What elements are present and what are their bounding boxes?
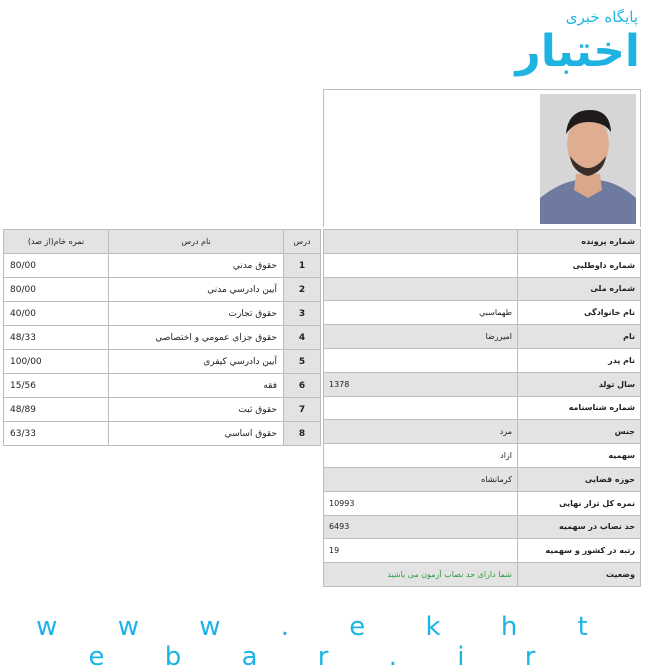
info-row bbox=[324, 230, 641, 254]
course-name: حقوق مدني bbox=[109, 254, 284, 278]
candidate-info-table bbox=[323, 229, 641, 587]
info-label: نام پدر bbox=[518, 348, 641, 372]
info-label: حد نصاب در سهمیه bbox=[518, 515, 641, 539]
course-name: فقه bbox=[109, 374, 284, 398]
course-row bbox=[4, 302, 321, 326]
info-label: شماره ملی bbox=[518, 277, 641, 301]
info-row bbox=[324, 444, 641, 468]
info-value bbox=[324, 253, 518, 277]
course-name: آيين دادرسي مدني bbox=[109, 278, 284, 302]
info-value: مرد bbox=[324, 420, 518, 444]
logo-title: اختبار bbox=[515, 26, 640, 77]
course-name: حقوق اساسي bbox=[109, 422, 284, 446]
course-header-row bbox=[4, 230, 321, 254]
info-label: نام bbox=[518, 325, 641, 349]
info-label: شماره پرونده bbox=[518, 230, 641, 254]
info-value bbox=[324, 348, 518, 372]
course-row bbox=[4, 422, 321, 446]
info-row bbox=[324, 396, 641, 420]
info-row bbox=[324, 515, 641, 539]
info-row bbox=[324, 253, 641, 277]
info-label: رتبه در کشور و سهمیه bbox=[518, 539, 641, 563]
info-row bbox=[324, 301, 641, 325]
info-label: نمره کل تراز نهایی bbox=[518, 491, 641, 515]
info-value: 1378 bbox=[324, 372, 518, 396]
site-logo bbox=[515, 6, 644, 88]
info-row bbox=[324, 277, 641, 301]
course-row bbox=[4, 398, 321, 422]
info-value: طهماسبي bbox=[324, 301, 518, 325]
course-score: 48/89 bbox=[4, 398, 109, 422]
course-row bbox=[4, 254, 321, 278]
info-label: وضعیت bbox=[518, 563, 641, 587]
info-value: ازاد bbox=[324, 444, 518, 468]
candidate-photo bbox=[540, 94, 636, 224]
info-row bbox=[324, 491, 641, 515]
course-number: 5 bbox=[284, 350, 321, 374]
info-label: سال تولد bbox=[518, 372, 641, 396]
course-score: 80/00 bbox=[4, 254, 109, 278]
course-row bbox=[4, 350, 321, 374]
course-score: 48/33 bbox=[4, 326, 109, 350]
website-url: w w w . e k h t e b a r . i r bbox=[36, 612, 614, 672]
header-course-name: نام درس bbox=[109, 230, 284, 254]
info-row bbox=[324, 539, 641, 563]
photo-panel bbox=[323, 89, 641, 227]
info-value bbox=[324, 230, 518, 254]
info-row bbox=[324, 325, 641, 349]
course-score: 100/00 bbox=[4, 350, 109, 374]
course-name: حقوق جزاي عمومي و اختصاصي bbox=[109, 326, 284, 350]
info-value: 19 bbox=[324, 539, 518, 563]
course-score: 40/00 bbox=[4, 302, 109, 326]
info-label: شماره شناسنامه bbox=[518, 396, 641, 420]
info-value: اميررضا bbox=[324, 325, 518, 349]
course-row bbox=[4, 326, 321, 350]
logo-subtitle: پایگاه خبری bbox=[565, 8, 638, 26]
info-label: جنس bbox=[518, 420, 641, 444]
info-label: شماره داوطلبی bbox=[518, 253, 641, 277]
course-number: 7 bbox=[284, 398, 321, 422]
course-score: 80/00 bbox=[4, 278, 109, 302]
course-number: 1 bbox=[284, 254, 321, 278]
info-value: 6493 bbox=[324, 515, 518, 539]
header-course-no: درس bbox=[284, 230, 321, 254]
info-label: نام خانوادگی bbox=[518, 301, 641, 325]
info-label: حوزه قضایی bbox=[518, 467, 641, 491]
course-scores-table bbox=[3, 229, 321, 446]
info-label: سهمیه bbox=[518, 444, 641, 468]
info-value: 10993 bbox=[324, 491, 518, 515]
info-row bbox=[324, 372, 641, 396]
course-number: 6 bbox=[284, 374, 321, 398]
info-value bbox=[324, 277, 518, 301]
course-row bbox=[4, 278, 321, 302]
course-number: 4 bbox=[284, 326, 321, 350]
course-number: 2 bbox=[284, 278, 321, 302]
info-value: کرمانشاه bbox=[324, 467, 518, 491]
info-row bbox=[324, 420, 641, 444]
info-row bbox=[324, 563, 641, 587]
info-value bbox=[324, 396, 518, 420]
info-value: شما دارای حد نصاب آزمون می باشید bbox=[324, 563, 518, 587]
course-number: 3 bbox=[284, 302, 321, 326]
course-name: حقوق ثبت bbox=[109, 398, 284, 422]
course-name: حقوق تجارت bbox=[109, 302, 284, 326]
course-score: 63/33 bbox=[4, 422, 109, 446]
course-score: 15/56 bbox=[4, 374, 109, 398]
course-name: آيين دادرسي كيفري bbox=[109, 350, 284, 374]
info-row bbox=[324, 348, 641, 372]
info-row bbox=[324, 467, 641, 491]
course-row bbox=[4, 374, 321, 398]
header-raw-score: نمره خام(از صد) bbox=[4, 230, 109, 254]
course-number: 8 bbox=[284, 422, 321, 446]
